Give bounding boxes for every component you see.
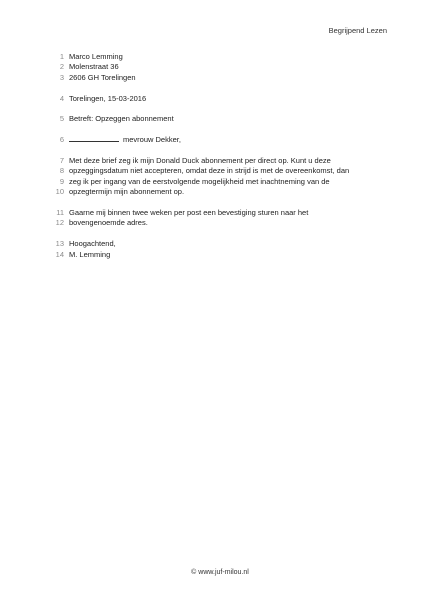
letter-line [52, 208, 392, 218]
letter-line [52, 156, 392, 166]
line-number: 14 [55, 249, 64, 259]
line-gap [52, 146, 392, 156]
line-text: bovengenoemde adres. [69, 218, 148, 228]
letter-line [52, 250, 392, 260]
line-number: 12 [55, 218, 64, 228]
letter-line [52, 135, 392, 145]
letter-body [52, 52, 392, 260]
line-text: M. Lemming [69, 249, 111, 259]
line-text: Betreft: Opzeggen abonnement [69, 114, 174, 124]
line-gap [52, 104, 392, 114]
line-number: 11 [56, 208, 64, 218]
line-text: Met deze brief zeg ik mijn Donald Duck abonnement per direct op. Kunt u deze [69, 156, 331, 165]
letter-line [52, 166, 392, 176]
line-text: opzegtermijn mijn abonnement op. [69, 187, 185, 197]
line-text [69, 135, 181, 145]
line-text: Torelingen, 15-03-2016 [69, 93, 147, 103]
line-number: 4 [59, 93, 64, 103]
line-text: opzeggingsdatum niet accepteren, omdat deze in strijd is met de overeenkomst, dan [69, 166, 350, 176]
page-footer: © www.juf-milou.nl [191, 569, 249, 576]
line-gap [52, 198, 392, 208]
letter-line [52, 187, 392, 197]
fill-in-blank [69, 135, 119, 142]
letter-line [52, 73, 392, 83]
line-number: 6 [59, 135, 64, 145]
line-text: Hoogachtend, [69, 239, 116, 249]
line-number: 3 [59, 72, 64, 82]
line-gap [52, 83, 392, 93]
line-number: 10 [55, 187, 64, 197]
line-number: 2 [59, 62, 64, 72]
line-text: Gaarne mij binnen twee weken per post een bevestiging sturen naar het [69, 208, 309, 218]
line-text: Marco Lemming [69, 52, 123, 61]
line-text: 2606 GH Torelingen [69, 72, 136, 82]
line-number: 5 [59, 114, 64, 124]
letter-line [52, 114, 392, 124]
line-number: 8 [59, 166, 64, 176]
line-number: 1 [59, 52, 64, 61]
line-text: zeg ik per ingang van de eerstvolgende mogelijkheid met inachtneming van de [69, 176, 330, 186]
page-header: Begrijpend Lezen [328, 26, 387, 35]
line-number: 9 [59, 176, 64, 186]
line-gap [52, 229, 392, 239]
line-number: 7 [59, 156, 64, 165]
line-text-content: mevrouw Dekker, [123, 135, 181, 145]
letter-line [52, 177, 392, 187]
letter-line [52, 94, 392, 104]
line-text: Molenstraat 36 [69, 62, 119, 72]
letter-line [52, 52, 392, 62]
letter-line [52, 218, 392, 228]
line-number: 13 [55, 239, 64, 249]
letter-line [52, 239, 392, 249]
line-gap [52, 125, 392, 135]
letter-line [52, 62, 392, 72]
